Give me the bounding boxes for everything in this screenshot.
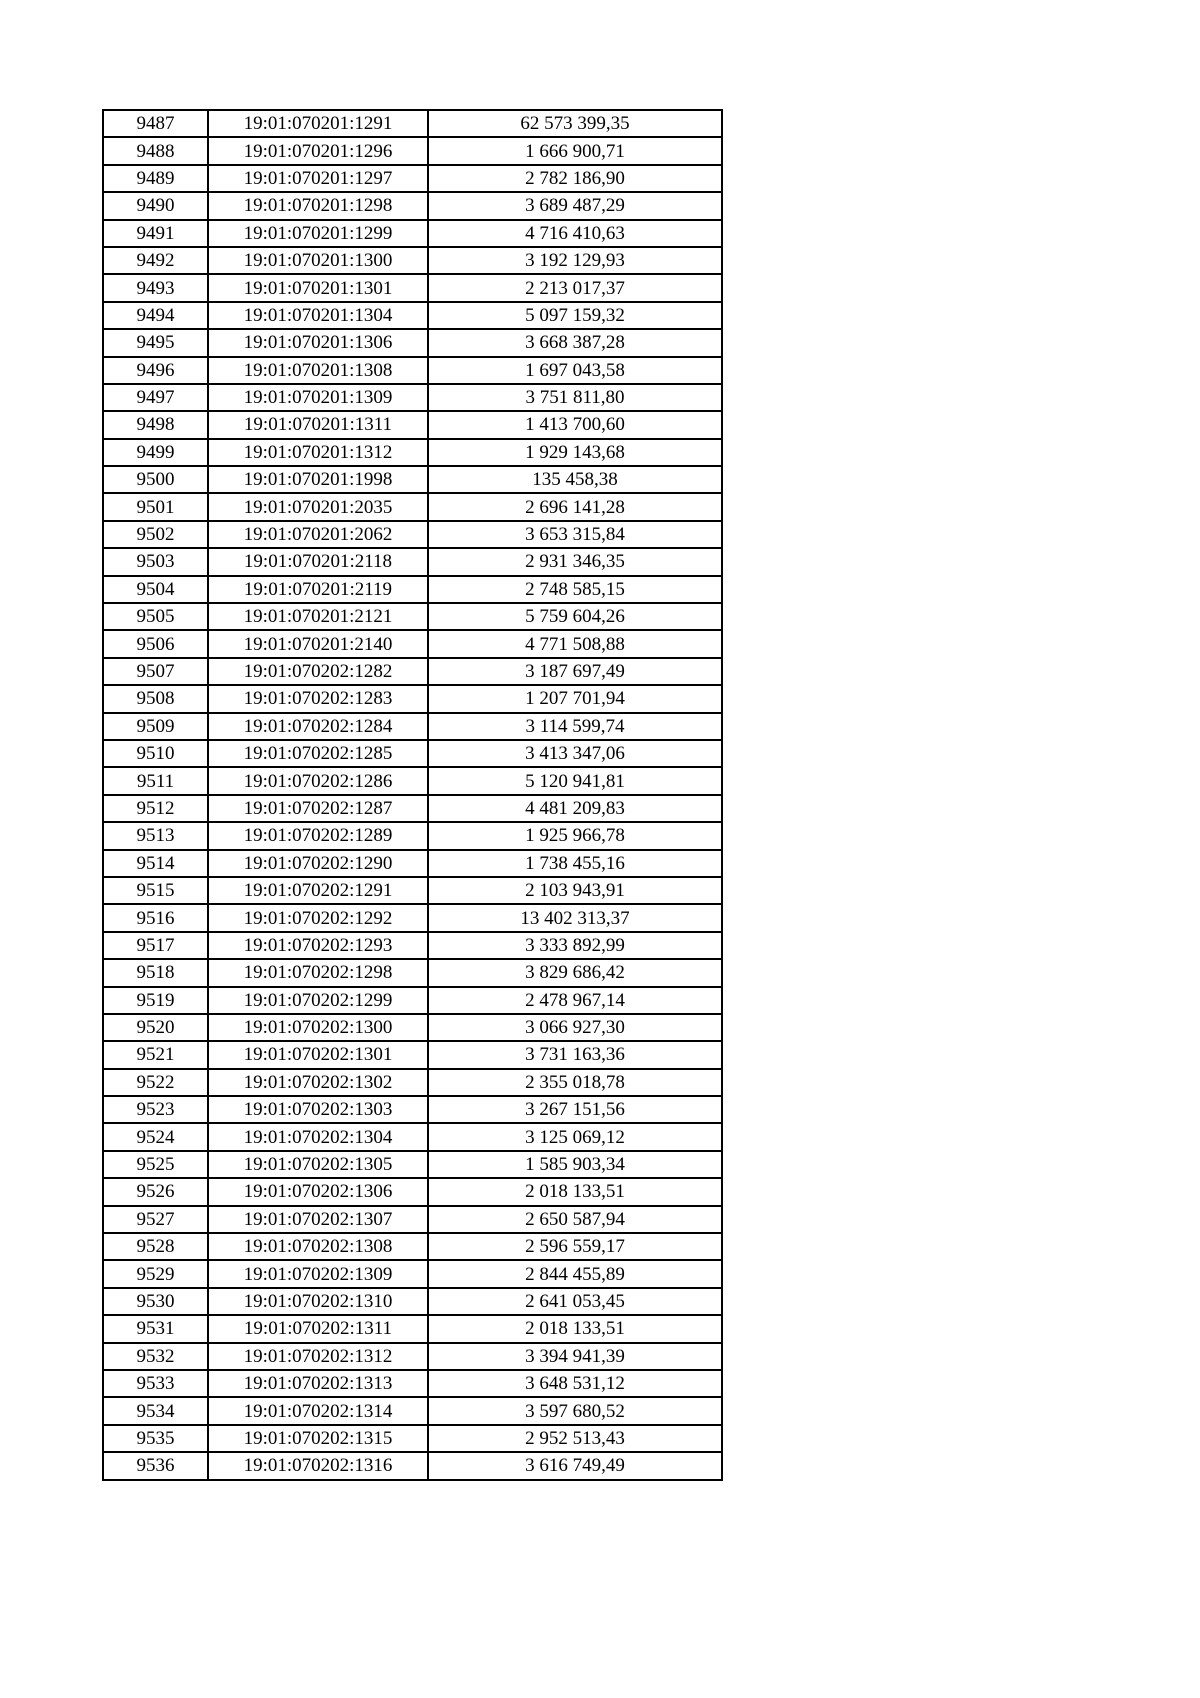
cadastral-number-cell: 19:01:070202:1309 — [208, 1260, 428, 1287]
cadastral-value-cell: 3 597 680,52 — [428, 1397, 722, 1424]
row-number-cell: 9494 — [103, 302, 208, 329]
table-row — [103, 795, 722, 822]
cadastral-value-cell: 5 759 604,26 — [428, 603, 722, 630]
cadastral-number-cell: 19:01:070202:1283 — [208, 685, 428, 712]
cadastral-value-cell: 3 333 892,99 — [428, 932, 722, 959]
table-row — [103, 822, 722, 849]
row-number-cell: 9524 — [103, 1123, 208, 1150]
table-row — [103, 987, 722, 1014]
row-number-cell: 9525 — [103, 1151, 208, 1178]
cadastral-number-cell: 19:01:070202:1302 — [208, 1069, 428, 1096]
table-row — [103, 850, 722, 877]
cadastral-number-cell: 19:01:070202:1315 — [208, 1425, 428, 1452]
cadastral-number-cell: 19:01:070201:2121 — [208, 603, 428, 630]
cadastral-number-cell: 19:01:070202:1313 — [208, 1370, 428, 1397]
cadastral-number-cell: 19:01:070202:1308 — [208, 1233, 428, 1260]
cadastral-number-cell: 19:01:070202:1291 — [208, 877, 428, 904]
cadastral-number-cell: 19:01:070201:1311 — [208, 411, 428, 438]
cadastral-number-cell: 19:01:070201:2119 — [208, 576, 428, 603]
row-number-cell: 9514 — [103, 850, 208, 877]
row-number-cell: 9502 — [103, 521, 208, 548]
row-number-cell: 9528 — [103, 1233, 208, 1260]
row-number-cell: 9498 — [103, 411, 208, 438]
row-number-cell: 9493 — [103, 274, 208, 301]
table-row — [103, 357, 722, 384]
cadastral-number-cell: 19:01:070202:1282 — [208, 658, 428, 685]
cadastral-value-cell: 13 402 313,37 — [428, 904, 722, 931]
row-number-cell: 9500 — [103, 466, 208, 493]
row-number-cell: 9513 — [103, 822, 208, 849]
cadastral-number-cell: 19:01:070202:1310 — [208, 1288, 428, 1315]
cadastral-number-cell: 19:01:070202:1284 — [208, 713, 428, 740]
row-number-cell: 9501 — [103, 493, 208, 520]
table-row — [103, 959, 722, 986]
row-number-cell: 9520 — [103, 1014, 208, 1041]
cadastral-number-cell: 19:01:070202:1285 — [208, 740, 428, 767]
cadastral-value-cell: 2 478 967,14 — [428, 987, 722, 1014]
cadastral-value-cell: 1 666 900,71 — [428, 137, 722, 164]
cadastral-number-cell: 19:01:070201:2140 — [208, 630, 428, 657]
cadastral-number-cell: 19:01:070202:1290 — [208, 850, 428, 877]
row-number-cell: 9487 — [103, 110, 208, 137]
cadastral-number-cell: 19:01:070201:1306 — [208, 329, 428, 356]
table-row — [103, 274, 722, 301]
cadastral-value-cell: 1 925 966,78 — [428, 822, 722, 849]
table-row — [103, 1315, 722, 1342]
row-number-cell: 9512 — [103, 795, 208, 822]
cadastral-number-cell: 19:01:070201:1298 — [208, 192, 428, 219]
table-row — [103, 1233, 722, 1260]
row-number-cell: 9510 — [103, 740, 208, 767]
row-number-cell: 9534 — [103, 1397, 208, 1424]
table-row — [103, 548, 722, 575]
cadastral-value-cell: 4 716 410,63 — [428, 220, 722, 247]
cadastral-number-cell: 19:01:070202:1307 — [208, 1206, 428, 1233]
cadastral-value-cell: 4 771 508,88 — [428, 630, 722, 657]
row-number-cell: 9509 — [103, 713, 208, 740]
table-row — [103, 1041, 722, 1068]
table-row — [103, 1260, 722, 1287]
row-number-cell: 9517 — [103, 932, 208, 959]
cadastral-number-cell: 19:01:070202:1298 — [208, 959, 428, 986]
table-row — [103, 247, 722, 274]
cadastral-number-cell: 19:01:070202:1311 — [208, 1315, 428, 1342]
row-number-cell: 9529 — [103, 1260, 208, 1287]
table-row — [103, 1397, 722, 1424]
cadastral-number-cell: 19:01:070201:1301 — [208, 274, 428, 301]
table-row — [103, 740, 722, 767]
row-number-cell: 9491 — [103, 220, 208, 247]
row-number-cell: 9489 — [103, 165, 208, 192]
cadastral-number-cell: 19:01:070202:1299 — [208, 987, 428, 1014]
cadastral-value-cell: 135 458,38 — [428, 466, 722, 493]
cadastral-value-cell: 2 782 186,90 — [428, 165, 722, 192]
cadastral-number-cell: 19:01:070202:1303 — [208, 1096, 428, 1123]
cadastral-number-cell: 19:01:070202:1289 — [208, 822, 428, 849]
table-row — [103, 713, 722, 740]
cadastral-number-cell: 19:01:070202:1300 — [208, 1014, 428, 1041]
table-row — [103, 493, 722, 520]
cadastral-value-cell: 3 114 599,74 — [428, 713, 722, 740]
table-row — [103, 220, 722, 247]
cadastral-value-cell: 1 413 700,60 — [428, 411, 722, 438]
row-number-cell: 9495 — [103, 329, 208, 356]
row-number-cell: 9497 — [103, 384, 208, 411]
cadastral-value-cell: 3 267 151,56 — [428, 1096, 722, 1123]
cadastral-value-cell: 3 394 941,39 — [428, 1343, 722, 1370]
row-number-cell: 9532 — [103, 1343, 208, 1370]
row-number-cell: 9499 — [103, 439, 208, 466]
cadastral-number-cell: 19:01:070201:1309 — [208, 384, 428, 411]
row-number-cell: 9516 — [103, 904, 208, 931]
row-number-cell: 9521 — [103, 1041, 208, 1068]
table-row — [103, 1151, 722, 1178]
cadastral-value-cell: 3 192 129,93 — [428, 247, 722, 274]
cadastral-number-cell: 19:01:070202:1301 — [208, 1041, 428, 1068]
row-number-cell: 9492 — [103, 247, 208, 274]
table-row — [103, 165, 722, 192]
cadastral-value-cell: 3 829 686,42 — [428, 959, 722, 986]
row-number-cell: 9530 — [103, 1288, 208, 1315]
row-number-cell: 9504 — [103, 576, 208, 603]
cadastral-number-cell: 19:01:070201:1291 — [208, 110, 428, 137]
table-row — [103, 1452, 722, 1479]
table-row — [103, 630, 722, 657]
cadastral-number-cell: 19:01:070201:1304 — [208, 302, 428, 329]
row-number-cell: 9519 — [103, 987, 208, 1014]
table-row — [103, 1343, 722, 1370]
cadastral-value-cell: 3 653 315,84 — [428, 521, 722, 548]
cadastral-value-cell: 1 697 043,58 — [428, 357, 722, 384]
cadastral-value-cell: 1 738 455,16 — [428, 850, 722, 877]
cadastral-number-cell: 19:01:070202:1293 — [208, 932, 428, 959]
cadastral-value-cell: 1 929 143,68 — [428, 439, 722, 466]
cadastral-value-cell: 3 187 697,49 — [428, 658, 722, 685]
cadastral-value-cell: 3 751 811,80 — [428, 384, 722, 411]
table-row — [103, 137, 722, 164]
row-number-cell: 9536 — [103, 1452, 208, 1479]
cadastral-value-cell: 2 355 018,78 — [428, 1069, 722, 1096]
row-number-cell: 9533 — [103, 1370, 208, 1397]
table-row — [103, 1069, 722, 1096]
cadastral-number-cell: 19:01:070201:1297 — [208, 165, 428, 192]
table-row — [103, 1206, 722, 1233]
cadastral-value-cell: 5 120 941,81 — [428, 767, 722, 794]
cadastral-value-cell: 2 596 559,17 — [428, 1233, 722, 1260]
cadastral-value-cell: 3 066 927,30 — [428, 1014, 722, 1041]
cadastral-value-cell: 2 844 455,89 — [428, 1260, 722, 1287]
cadastral-value-cell: 2 213 017,37 — [428, 274, 722, 301]
cadastral-value-cell: 3 668 387,28 — [428, 329, 722, 356]
row-number-cell: 9506 — [103, 630, 208, 657]
row-number-cell: 9511 — [103, 767, 208, 794]
table-row — [103, 767, 722, 794]
cadastral-value-cell: 5 097 159,32 — [428, 302, 722, 329]
table-row — [103, 658, 722, 685]
cadastral-number-cell: 19:01:070201:1296 — [208, 137, 428, 164]
cadastral-value-cell: 2 018 133,51 — [428, 1178, 722, 1205]
cadastral-value-cell: 3 413 347,06 — [428, 740, 722, 767]
cadastral-number-cell: 19:01:070201:1300 — [208, 247, 428, 274]
table-body — [103, 110, 722, 1480]
table-row — [103, 384, 722, 411]
table-row — [103, 877, 722, 904]
cadastral-value-cell: 2 018 133,51 — [428, 1315, 722, 1342]
cadastral-value-cell: 2 696 141,28 — [428, 493, 722, 520]
table-row — [103, 1096, 722, 1123]
cadastral-value-cell: 2 748 585,15 — [428, 576, 722, 603]
cadastral-number-cell: 19:01:070202:1292 — [208, 904, 428, 931]
cadastral-value-cell: 2 931 346,35 — [428, 548, 722, 575]
cadastral-value-cell: 1 207 701,94 — [428, 685, 722, 712]
row-number-cell: 9531 — [103, 1315, 208, 1342]
cadastral-value-cell: 4 481 209,83 — [428, 795, 722, 822]
table-row — [103, 110, 722, 137]
cadastral-number-cell: 19:01:070201:2062 — [208, 521, 428, 548]
cadastral-number-cell: 19:01:070202:1312 — [208, 1343, 428, 1370]
table-row — [103, 1178, 722, 1205]
cadastral-number-cell: 19:01:070202:1305 — [208, 1151, 428, 1178]
row-number-cell: 9522 — [103, 1069, 208, 1096]
cadastral-number-cell: 19:01:070201:2118 — [208, 548, 428, 575]
cadastral-number-cell: 19:01:070201:1308 — [208, 357, 428, 384]
cadastral-value-cell: 2 952 513,43 — [428, 1425, 722, 1452]
cadastral-number-cell: 19:01:070201:1299 — [208, 220, 428, 247]
table-row — [103, 603, 722, 630]
table-row — [103, 904, 722, 931]
row-number-cell: 9505 — [103, 603, 208, 630]
cadastral-number-cell: 19:01:070202:1304 — [208, 1123, 428, 1150]
cadastral-number-cell: 19:01:070201:2035 — [208, 493, 428, 520]
table-row — [103, 302, 722, 329]
cadastral-value-cell: 1 585 903,34 — [428, 1151, 722, 1178]
table-row — [103, 932, 722, 959]
cadastral-value-cell: 3 731 163,36 — [428, 1041, 722, 1068]
table-row — [103, 439, 722, 466]
cadastral-value-cell: 2 650 587,94 — [428, 1206, 722, 1233]
cadastral-value-cell: 2 641 053,45 — [428, 1288, 722, 1315]
row-number-cell: 9490 — [103, 192, 208, 219]
cadastral-number-cell: 19:01:070201:1312 — [208, 439, 428, 466]
row-number-cell: 9518 — [103, 959, 208, 986]
cadastral-number-cell: 19:01:070202:1306 — [208, 1178, 428, 1205]
cadastral-value-cell: 3 616 749,49 — [428, 1452, 722, 1479]
table-row — [103, 192, 722, 219]
cadastral-value-cell: 3 689 487,29 — [428, 192, 722, 219]
table-row — [103, 1425, 722, 1452]
cadastral-value-cell: 2 103 943,91 — [428, 877, 722, 904]
table-row — [103, 1370, 722, 1397]
row-number-cell: 9503 — [103, 548, 208, 575]
cadastral-value-cell: 3 125 069,12 — [428, 1123, 722, 1150]
table-row — [103, 576, 722, 603]
table-row — [103, 1123, 722, 1150]
cadastral-value-cell: 62 573 399,35 — [428, 110, 722, 137]
table-row — [103, 329, 722, 356]
table-row — [103, 521, 722, 548]
row-number-cell: 9488 — [103, 137, 208, 164]
row-number-cell: 9523 — [103, 1096, 208, 1123]
table-row — [103, 1014, 722, 1041]
row-number-cell: 9527 — [103, 1206, 208, 1233]
cadastral-number-cell: 19:01:070202:1314 — [208, 1397, 428, 1424]
table-row — [103, 411, 722, 438]
table-row — [103, 466, 722, 493]
cadastral-number-cell: 19:01:070202:1286 — [208, 767, 428, 794]
table-row — [103, 1288, 722, 1315]
row-number-cell: 9515 — [103, 877, 208, 904]
row-number-cell: 9535 — [103, 1425, 208, 1452]
cadastral-value-cell: 3 648 531,12 — [428, 1370, 722, 1397]
cadastral-value-table — [102, 109, 723, 1481]
row-number-cell: 9508 — [103, 685, 208, 712]
row-number-cell: 9526 — [103, 1178, 208, 1205]
cadastral-number-cell: 19:01:070202:1287 — [208, 795, 428, 822]
cadastral-number-cell: 19:01:070201:1998 — [208, 466, 428, 493]
cadastral-number-cell: 19:01:070202:1316 — [208, 1452, 428, 1479]
row-number-cell: 9496 — [103, 357, 208, 384]
table-row — [103, 685, 722, 712]
row-number-cell: 9507 — [103, 658, 208, 685]
